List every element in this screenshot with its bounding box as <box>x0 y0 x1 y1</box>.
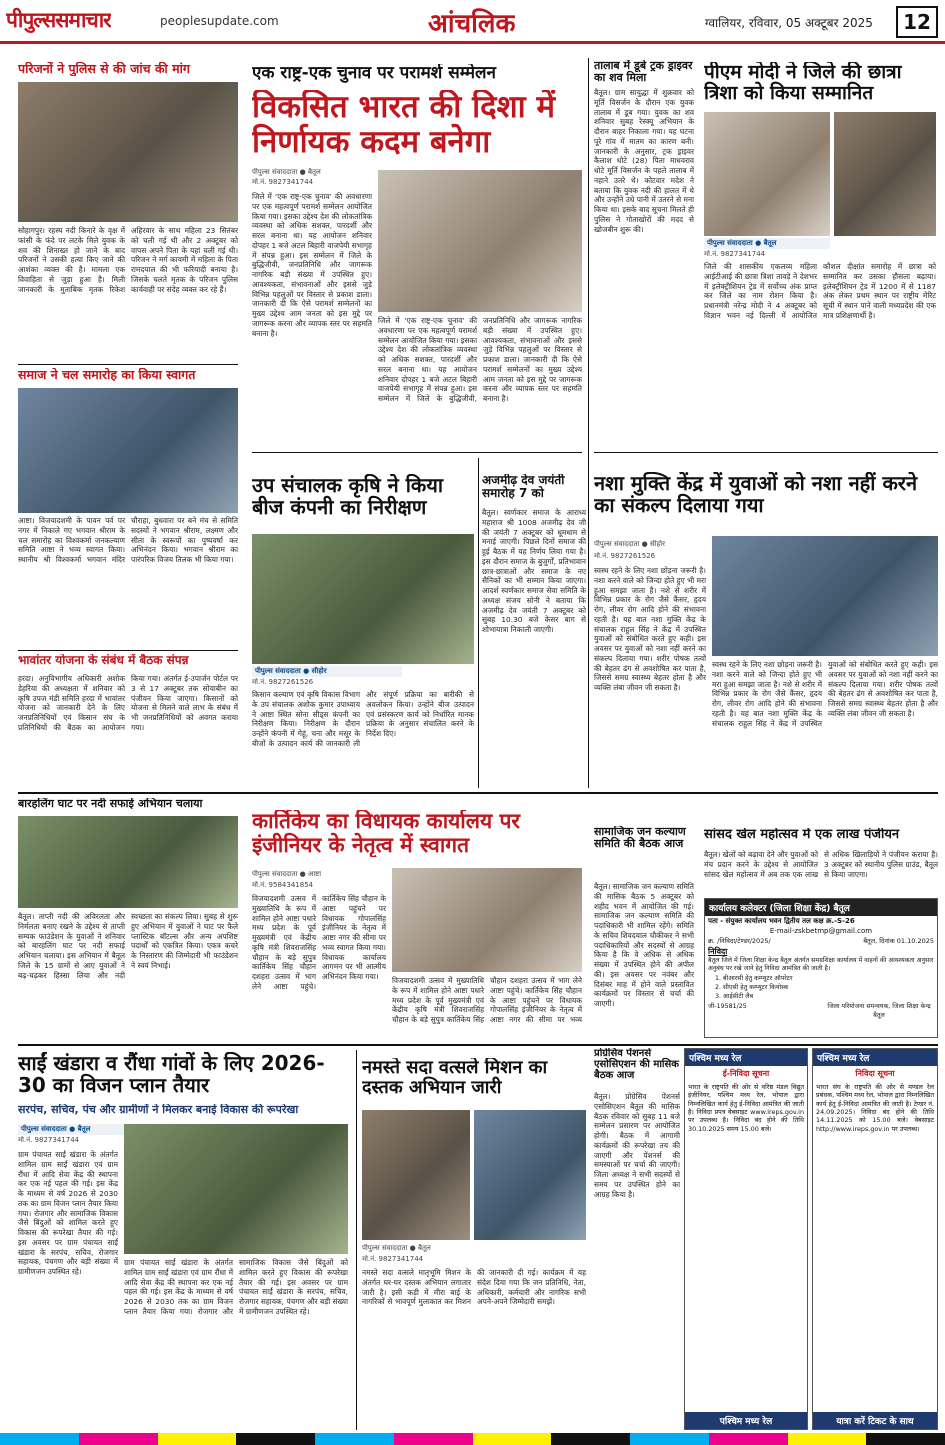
story12-body: बैतूल। सामाजिक जन कल्याण समिति की मासिक बैठक 5 अक्टूबर को शहीद भवन में आयोजित की गई। सामाजिक जन कल्याण समिति की पदाधिकारी भी शामिल रहेंगे। समिति के सचिव शिवदयाल चौकीकर ने सभी पदाधिकारियों और सदस्यों से आग्रह किया है कि वे अधिक से अधिक संख्या में उपस्थित होने की अपील की। इस अवसर पर नवंबर और दिसंबर माह में होने वाले प्रस्तावित कार्यक्रमों पर विस्तार से चर्चा की जाएगी। <box>594 882 694 1009</box>
dateline: ग्वालियर, रविवार, 05 अक्टूबर 2025 <box>705 16 873 30</box>
railway-ad1-sub: ई-निविदा सूचना <box>722 1069 770 1078</box>
divider <box>18 364 238 365</box>
story7-body: बैतूल। ग्राम सायुद्धा में शुक्रवार को मूर्ति विसर्जन के दौरान एक युवक तालाब में डूब गया। युवक का शव शनिवार सुबह रेस्क्यू अभियान के दौरान बाहर निकाला गया। यह घटना पूरे गांव में मातम का कारण बनी। जानकारी के अनुसार, ट्रक ड्राइवर कैलाश धोटे (28) पिता माधवराव धोटे मूर्ति विसर्जन के पहले तालाब में नहाने उतरे थे। कोटवार मदेश ने बताया कि युवक नदी की हालत में थे और उन्होंने उधे पानी में उतरने से मना किया था। इसके बाद सूचना मिलते ही पुलिस ने गोताखोरों की मदद से खोजबीन शुरू की। <box>594 88 694 234</box>
collector-ad-code: जी-19581/25 <box>708 1002 747 1010</box>
railway-ad-1 <box>684 1048 808 1430</box>
story5-body: किसान कल्याण एवं कृषि विकास विभाग के उप संचालक अशोक कुमार उपाध्याय ने आष्टा स्थित सोना सीड्स कंपनी का निरीक्षण किया। निरीक्षण के दौरान उन्होंने कंपनी में गेहूं, चना और मसूर के बीजों के उत्पादन कार्य की जानकारी ली और संपूर्ण प्रक्रिया का बारीकी से अवलोकन किया। उन्होंने बीज उत्पादन एवं प्रसंस्करण कार्य को निर्धारित मानक प्रक्रिया के अनुसार संचालित करने के निर्देश दिए। <box>252 690 474 748</box>
collector-ad-body: बैतूल जिले में जिला शिक्षा केन्द्र बैतूल अंतर्गत समग्रशिक्षा कार्यालय में वाहनों की आवश्यकता अनुसार अनुबंध पर रखे जाने हेतु निविदा आमंत्रित की जाती है। <box>708 957 934 972</box>
railway-ad2-head: पश्चिम मध्य रेल <box>813 1049 937 1066</box>
story6-body: बैतूल। स्वर्णकार समाज के आराध्य महाराज श्री 1008 अजमीढ़ देव जी की जयंती 7 अक्टूबर को धूमधाम से मनाई जाएगी। पिछले दिनों समाज की हुई बैठक में यह निर्णय लिया गया है। इस दौरान समाज के बुजुर्गों, प्रतिभावान छात्र-छात्राओं और समाज के नए सैनिकों का भी सम्मान किया जाएगा। आदर्श स्वर्णकार समाज सेवा समिति के अध्यक्ष संजय सोनी ने बताया कि अजमीढ़ देव जयंती 7 अक्टूबर को सुबह 10.30 बजे केसर बाग से शोभायात्रा निकाली जाएगी। <box>482 508 586 635</box>
story2-body: आष्टा। विजयादशमी के पावन पर्व पर नगर में निकाले गए भगवान श्रीराम के चल समारोह का विश्वकर्मा जनकल्याण समिति आष्टा ने भव्य स्वागत किया। स्थानीय श्री विश्वकर्मा भगवान मंदिर चौराहा, बुधवारा पर बने मंच से समिति सदस्यों ने भगवान श्रीराम, लक्ष्मण और सीता के स्वरूपों का पुष्पवर्षा कर अभिनंदन किया। भगवान श्रीराम का पारंपरिक विजय तिलक भी किया गया। <box>18 516 238 565</box>
lead-body-left: जिले में ‘एक राष्ट्र-एक चुनाव’ की अवधारणा पर एक महत्वपूर्ण परामर्श सम्मेलन आयोजित किया गया। इसका उद्देश्य देश की लोकतांत्रिक व्यवस्था को अधिक सशक्त, पारदर्शी और सरल बनाना था। यह आयोजन शनिवार दोपहर 1 बजे अटल बिहारी वाजपेयी सभागृह में संपन्न हुआ। इस सम्मेलन में जिले के बुद्धिजीवी, जनप्रतिनिधि और जागरूक नागरिक बड़ी संख्या में उपस्थित हुए। आवश्यकता, संभावनाओं और इससे जुड़े विभिन्न पहलुओं पर विस्तार से प्रकाश डाला। जानकारी दी कि ऐसे परामर्श सम्मेलनों का मुख्य उद्देश्य आम जनता को इस मुद्दे पर जागरूक करना और व्यापक स्तर पर सहमति बनाना है। <box>252 192 372 338</box>
story5-photo <box>252 534 474 664</box>
collector-ad-address: पता - संयुक्त कार्यालय भवन द्वितीय तल कक्ष क्र.-S-26 <box>708 917 855 925</box>
collector-ad-head: कार्यालय कलेक्टर (जिला शिक्षा केंद्र) बैतूल <box>705 899 937 916</box>
lead-headline: विकसित भारत की दिशा में निर्णायक कदम बनेगा <box>252 90 556 160</box>
story14-body-left: ग्राम पंचायत साईं खंडारा के अंतर्गत शामिल ग्राम साईं खंडारा एवं ग्राम रौंधा में आदि सेवा केंद्र की स्थापना कर एक नई पहल की गई। इस केंद्र के माध्यम से वर्ष 2026 से 2030 तक का ग्राम विजन प्लान तैयार किया गया। रोजगार और सामाजिक विकास जैसे बिंदुओं को शामिल करते हुए विकास की रूपरेखा तैयार की गई। इस अवसर पर ग्राम पंचायत साईं खंडारा के सरपंच, सचिव, रोजगार सहायक, पंचगण और बड़ी संख्या में ग्रामीणजन उपस्थित रहे। <box>18 1150 118 1277</box>
collector-tender-ad <box>704 898 938 1038</box>
divider <box>18 650 238 651</box>
collector-ad-ref: क्र. /निविदा/टेण्डर/2025/ <box>708 937 771 945</box>
railway-ad1-foot: पश्चिम मध्य रेल <box>685 1412 807 1429</box>
divider <box>356 1050 357 1430</box>
story15-headline: नमस्ते सदा वत्सले मिशन का दस्तक अभियान जारी <box>362 1058 548 1099</box>
story8-headline: पीएम मोदी ने जिले की छात्रा त्रिशा को किया सम्मानित <box>704 62 902 105</box>
story11-body-right: विजयादशमी उत्सव में मुख्यातिथि के रूप में शामिल होने आष्टा पधारे मध्य प्रदेश के पूर्व मुख्यमंत्री एवं केंद्रीय कृषि मंत्री शिवराजसिंह चौहान के बड़े सुपुत्र कार्तिकेय सिंह चौहान दशहरा उत्सव में भाग लेने आष्टा पहुंचे। कार्तिकेय सिंह चौहान के आष्टा पहुंचने पर विधायक गोपालसिंह इंजीनियर के नेतृत्व में आष्टा नगर की सीमा पर भव्य <box>392 976 582 1025</box>
divider <box>478 458 479 788</box>
story14-headline: साईं खंडारा व रौंधा गांवों के लिए 2026-30 का विजन प्लान तैयार <box>18 1052 325 1097</box>
story2-headline: समाज ने चल समारोह का किया स्वागत <box>18 368 196 382</box>
story9-headline: नशा मुक्ति केंद्र में युवाओं को नशा नहीं करने का संकल्प दिलाया गया <box>594 472 918 517</box>
story11-photo <box>392 868 582 972</box>
story1-body: सोहागपुर। रहस्य नदी किनारे के वृक्ष में फांसी के फंदे पर लटके मिले युवक के शव की शिनाख्त हो जाने के बाद परिजनों ने उसकी हत्या किए जाने की आशंका व्यक्त की है। मामला एक विवाहिता से जुड़ा हुआ है। मिली जानकारी के मुताबिक मृतक रिकेश अहिरवार के साथ महिला 23 सितंबर को चली गई थी और 2 अक्टूबर को वापस अपने पिता के यहां चली गई थी। परिजन ने मर्ग कायमी में महिला के पिता रामदयाल की भी फरियादी बनाया है। जिसके चलते मृतक के परिजन पुलिस कार्यवाही पर संदेह व्यक्त कर रहे हैं। <box>18 226 238 294</box>
story9-byline: पीपुल्स संवाददाता ● सीहोर <box>594 540 665 548</box>
story10-headline: बारहलिंग घाट पर नदी सफाई अभियान चलाया <box>18 798 203 810</box>
story8-mobile: मो.नं. 9827341744 <box>704 250 766 258</box>
divider <box>594 452 938 453</box>
railway-ad1-head: पश्चिम मध्य रेल <box>685 1049 807 1066</box>
story5-byline: पीपुल्स संवाददाता ● सीहोर <box>252 666 402 677</box>
story13-body: बैतूल। खेलों को बढ़ावा देने और युवाओं को मंच प्रदान करने के उद्देश्य से आयोजित सांसद खेल महोत्सव में अब तक एक लाख से अधिक खिलाड़ियों ने पंजीयन कराया है। 3 अक्टूबर को स्थानीय पुलिस ग्राउंड, बैतूल से किया जाएगा। <box>704 850 938 879</box>
railway-ad2-body: भारत संघ के राष्ट्रपति की ओर से मण्डल रेल प्रबंधक, पश्चिम मध्य रेल, भोपाल द्वारा निम्नलिखित कार्य हेतु ई-निविदा आमंत्रित की जाती है। टेण्डर नं. 24.09.2025। निविदा बंद होने की तिथि 14.11.2025 को 15.00 बजे। वेबसाइट http://www.ireps.gov.in पर उपलब्ध। <box>816 1083 934 1133</box>
story7-headline: तालाब में डूबे ट्रक ड्राइवर का शव मिला <box>594 60 693 85</box>
collector-ad-email[interactable]: E-mail-zskbetmp@gmail.com <box>769 927 873 935</box>
railway-ad2-sub: निविदा सूचना <box>855 1069 895 1078</box>
story3-headline: भावांतर योजना के संबंध में बैठक संपन्न <box>18 654 189 667</box>
story15-byline: पीपुल्स संवाददाता ● बैतूल <box>362 1244 431 1252</box>
story15-photo-right <box>474 1110 586 1240</box>
story10-body: बैतूल। ताप्ती नदी की अविरलता और निर्मलता बनाए रखने के उद्देश्य से ताप्ती सम्यक फाउंडेशन के युवाओं ने शनिवार को बारहलिंग घाट पर नदी सफाई अभियान चलाया। इस अभियान में बैतूल जिले के 15 ग्रामों से आए युवाओं ने बढ़-चढ़कर हिस्सा लिया और नदी स्वच्छता का संकल्प लिया। सुबह से शुरू हुए अभियान में युवाओं ने घाट पर फैले प्लास्टिक बॉटल्स और अन्य अपशिष्ट पदार्थों को एकत्रित किया। एकत्र कचरे के निस्तारण की जिम्मेदारी भी फाउंडेशन ने स्वयं निभाई। <box>18 912 238 980</box>
lead-mobile: मो.नं. 9827341744 <box>252 178 314 186</box>
story11-body-left: विजयादशमी उत्सव में मुख्यातिथि के रूप में शामिल होने आष्टा पधारे मध्य प्रदेश के पूर्व मुख्यमंत्री एवं केंद्रीय कृषि मंत्री शिवराजसिंह चौहान के बड़े सुपुत्र कार्तिकेय सिंह चौहान दशहरा उत्सव में भाग लेने आष्टा पहुंचे। कार्तिकेय सिंह चौहान के आष्टा पहुंचने पर विधायक गोपालसिंह इंजीनियर के नेतृत्व में आष्टा नगर की सीमा पर भव्य स्वागत किया गया। विधायक कार्यालय आगमन पर भी आत्मीय अभिनंदन किया गया। <box>252 894 386 991</box>
collector-ad-date: बैतूल, दिनांक 01.10.2025 <box>863 937 934 945</box>
story14-body-right: ग्राम पंचायत साईं खंडारा के अंतर्गत शामिल ग्राम साईं खंडारा एवं ग्राम रौंधा में आदि सेवा केंद्र की स्थापना कर एक नई पहल की गई। इस केंद्र के माध्यम से वर्ष 2026 से 2030 तक का ग्राम विजन प्लान तैयार किया गया। रोजगार और सामाजिक विकास जैसे बिंदुओं को शामिल करते हुए विकास की रूपरेखा तैयार की गई। इस अवसर पर ग्राम पंचायत साईं खंडारा के सरपंच, सचिव, रोजगार सहायक, पंचगण और बड़ी संख्या में ग्रामीणजन उपस्थित रहे। <box>124 1258 348 1316</box>
story12-headline: सामाजिक जन कल्याण समिति की बैठक आज <box>594 826 686 851</box>
railway-ad-2 <box>812 1048 938 1430</box>
story11-byline: पीपुल्स संवाददाता ● आष्टा <box>252 870 322 878</box>
print-color-bar <box>0 1433 945 1445</box>
story14-mobile: मो.नं. 9827341744 <box>18 1136 80 1144</box>
story15-mobile: मो.नं. 9827341744 <box>362 1255 424 1263</box>
divider <box>18 1044 938 1046</box>
story14-byline: पीपुल्स संवाददाता ● बैतूल <box>18 1124 138 1135</box>
story15-photo-left <box>362 1110 470 1240</box>
story8-body: जिले की शासकीय एकलव्य महिला आईटीआई की छात्रा त्रिशा तावड़े ने देशभर में इलेक्ट्रीशियन ट्रेड में सर्वोच्च अंक प्राप्त कर जिले का नाम रोशन किया है। प्रधानमंत्री नरेन्द्र मोदी ने 4 अक्टूबर को विज्ञान भवन नई दिल्ली में आयोजित कौशल दीक्षांत समारोह में छात्रा को सम्मानित कर उसका हौसला बढ़ाया। इलेक्ट्रीशियन ट्रेड में 1200 में से 1187 अंक लेकर प्रथम स्थान पर राष्ट्रीय मेरिट सूची में स्थान पाने वाली मध्यप्रदेश की एक मात्र प्रशिक्षणार्थी है। <box>704 262 936 320</box>
collector-ad-item3: 3. आईसीटी लैब <box>715 992 754 1000</box>
story1-photo <box>18 82 238 222</box>
story5-mobile: मो.नं. 9827261526 <box>252 678 314 686</box>
collector-ad-title: निविदा <box>708 947 728 956</box>
story10-photo <box>18 816 238 908</box>
story16-headline: प्रोग्रेसिव पेंशनर्स एसोसिएशन की मासिक बैठक आज <box>594 1048 679 1082</box>
divider <box>18 792 938 794</box>
story16-body: बैतूल। प्रोग्रेसिव पेंशनर्स एसोसिएशन बैतूल की मासिक बैठक रविवार को सुबह 11 बजे सम्मेलन प्रसारण पर आयोजित होगी। बैठक में आगामी कार्यक्रमों की रूपरेखा तय की जाएगी और पेंशनर्स की समस्याओं पर चर्चा की जाएगी। जिला अध्यक्ष ने सभी सदस्यों से समय पर उपस्थित होने का आग्रह किया है। <box>594 1092 680 1199</box>
lead-byline: पीपुल्स संवाददाता ● बैतूल <box>252 168 321 176</box>
divider <box>252 452 582 453</box>
story8-photo-pm <box>704 112 830 236</box>
story5-headline: उप संचालक कृषि ने किया बीज कंपनी का निरीक्षण <box>252 474 444 519</box>
section-title: आंचलिक <box>428 9 516 39</box>
story9-mobile: मो.नं. 9827261526 <box>594 552 656 560</box>
story9-body-right: स्वस्थ रहने के लिए नशा छोड़ना जरूरी है। नशा करने वाले को जिन्दा होते हुए भी मरा हुआ समझा जाता है। नशे से शरीर में विभिन्न प्रकार के रोग जैसे कैंसर, हृदय रोग, लीवर रोग आदि होने की संभावना रहती है। यह बात नशा मुक्ति केंद्र के संचालक राहुल सिंह ने केंद्र में उपस्थित युवाओं को संबोधित करते हुए कही। इस अवसर पर युवाओं को नशा नहीं करने का संकल्प दिलाया गया। शरीर पोषक तत्वों की बेहतर ढंग से अवशोषित कर पाता है, जिससे समग्र स्वास्थ्य बेहतर होता है और व्यक्ति लंबा जीवन जी सकता है। <box>712 660 938 728</box>
lead-kicker: एक राष्ट्र-एक चुनाव पर परामर्श सम्मेलन <box>252 64 496 83</box>
railway-ad2-foot: यात्रा करें टिकट के साथ <box>813 1412 937 1429</box>
story13-headline: सांसद खेल महोत्सव में एक लाख पंजीयन <box>704 828 900 842</box>
story14-photo <box>124 1124 348 1254</box>
newspaper-logo: पीपुल्ससमाचार <box>6 8 111 32</box>
website[interactable]: peoplesupdate.com <box>160 14 279 28</box>
story3-body: हरदा। अनुविभागीय अधिकारी अशोक डेहरिया की अध्यक्षता में शनिवार को कृषि उपज मंडी समिति हरदा में भावांतर योजना को जानकारी देने के लिए जनप्रतिनिधियों एवं किसान संघ के प्रतिनिधियों की बैठक का आयोजन किया गया। अंतर्गत ई-उपार्जन पोर्टल पर 3 से 17 अक्टूबर तक सोयाबीन का पंजीयन किया जाएगा। किसानों को योजना से मिलने वाले लाभ के संबंध में भी जनप्रतिनिधियों को अवगत कराया गया। <box>18 674 238 732</box>
logo-secondary: समाचार <box>55 8 111 32</box>
divider <box>588 58 589 788</box>
story9-body-left: स्वस्थ रहने के लिए नशा छोड़ना जरूरी है। नशा करने वाले को जिन्दा होते हुए भी मरा हुआ समझा जाता है। नशे से शरीर में विभिन्न प्रकार के रोग जैसे कैंसर, हृदय रोग, लीवर रोग आदि होने की संभावना रहती है। यह बात नशा मुक्ति केंद्र के संचालक राहुल सिंह ने केंद्र में उपस्थित युवाओं को संबोधित करते हुए कही। इस अवसर पर युवाओं को नशा नहीं करने का संकल्प दिलाया गया। शरीर पोषक तत्वों की बेहतर ढंग से अवशोषित कर पाता है, जिससे समग्र स्वास्थ्य बेहतर होता है और व्यक्ति लंबा जीवन जी सकता है। <box>594 566 706 693</box>
railway-ad1-body: भारत के राष्ट्रपति की ओर से वरिष्ठ मंडल विद्युत इंजीनियर, पश्चिम मध्य रेल, भोपाल द्वारा निम्नलिखित कार्य हेतु ई-निविदा आमंत्रित की जाती है। निविदा प्रपत्र वेबसाइट www.ireps.gov.in पर उपलब्ध है। निविदा बंद होने की तिथि 30.10.2025 समय 15.00 बजे। <box>688 1083 804 1133</box>
story11-mobile: मो.नं. 9584341854 <box>252 881 314 889</box>
story6-headline: अजमीढ़ देव जयंती समारोह 7 को <box>482 474 565 501</box>
story9-photo <box>712 536 938 656</box>
lead-photo <box>378 170 582 312</box>
story1-headline: परिजनों ने पुलिस से की जांच की मांग <box>18 62 190 76</box>
collector-ad-sign: जिला परियोजना समन्वयक, जिला शिक्षा केन्द्र बैतूल <box>827 1002 931 1019</box>
story14-subheadline: सरपंच, सचिव, पंच और ग्रामीणों ने मिलकर बनाई विकास की रूपरेखा <box>18 1104 299 1116</box>
lead-body-right: जिले में ‘एक राष्ट्र-एक चुनाव’ की अवधारणा पर एक महत्वपूर्ण परामर्श सम्मेलन आयोजित किया गया। इसका उद्देश्य देश की लोकतांत्रिक व्यवस्था को अधिक सशक्त, पारदर्शी और सरल बनाना था। यह आयोजन शनिवार दोपहर 1 बजे अटल बिहारी वाजपेयी सभागृह में संपन्न हुआ। इस सम्मेलन में जिले के बुद्धिजीवी, जनप्रतिनिधि और जागरूक नागरिक बड़ी संख्या में उपस्थित हुए। आवश्यकता, संभावनाओं और इससे जुड़े विभिन्न पहलुओं पर विस्तार से प्रकाश डाला। जानकारी दी कि ऐसे परामर्श सम्मेलनों का मुख्य उद्देश्य आम जनता को इस मुद्दे पर जागरूक करना और व्यापक स्तर पर सहमति बनाना है। <box>378 316 582 404</box>
story2-photo <box>18 388 238 513</box>
story8-photo-student <box>834 112 936 236</box>
story8-byline: पीपुल्स संवाददाता ● बैतूल <box>704 238 830 249</box>
story11-headline: कार्तिकेय का विधायक कार्यालय पर इंजीनियर के नेतृत्व में स्वागत <box>252 810 520 857</box>
collector-ad-item2: 2. सीएसी हेतु कम्प्यूटर कियोस्क <box>715 983 789 991</box>
page-number: 12 <box>896 6 938 38</box>
story15-body: नमस्ते सदा वत्सले मातृभूमि मिशन के अंतर्गत घर-घर दस्तक अभियान लगातार जारी है। इसी कड़ी में मीरा बाई के नागरिकों से भावपूर्ण मुलाकात कर मिशन की जानकारी दी गई। कार्यक्रम में यह संदेश दिया गया कि जन प्रतिनिधि, नेता, अधिकारी, कर्मचारी और नागरिक सभी अपने-अपने जिम्मेदारी समझें। <box>362 1268 586 1307</box>
collector-ad-item1: 1. बीआरसी हेतु कम्प्यूटर ऑपरेटर <box>715 974 793 982</box>
